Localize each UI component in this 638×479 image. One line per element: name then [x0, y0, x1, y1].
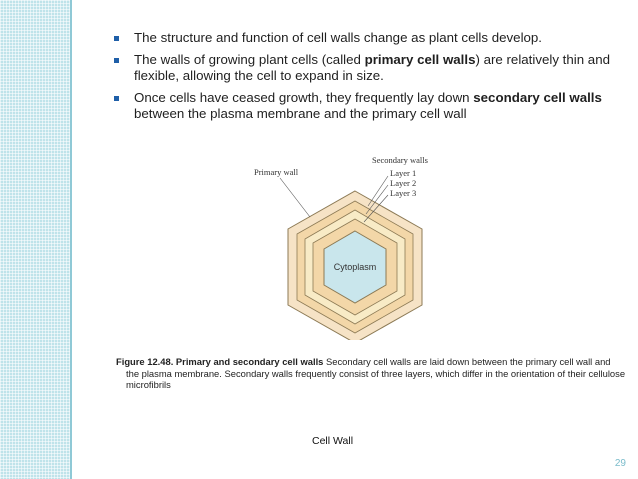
bullet-text-end: ) are relatively thin and flexible, allowing the cell to expand in size.: [134, 52, 610, 83]
primary-wall-label: Primary wall: [254, 167, 299, 177]
layer1-label: Layer 1: [390, 168, 417, 178]
bullet-bold-text: secondary cell walls: [473, 90, 602, 105]
cell-wall-diagram: [240, 155, 470, 340]
bullet-text: The walls of growing plant cells (called: [134, 52, 365, 67]
bullet-text: Once cells have ceased growth, they frequently lay down: [134, 90, 474, 105]
cell-wall-figure: [240, 155, 470, 340]
layer2-label: Layer 2: [390, 178, 417, 188]
layer3-label: Layer 3: [390, 188, 417, 198]
bullet-text: The structure and function of cell walls change as plant cells develop.: [134, 30, 543, 45]
side-divider: [70, 0, 72, 479]
bullet-text-end: between the plasma membrane and the primary cell wall: [134, 106, 467, 121]
bullet-bold-text: primary cell walls: [364, 52, 476, 67]
decorative-side-strip: [0, 0, 70, 479]
slide-number: 29: [614, 458, 626, 469]
caption-title: Figure 12.48. Primary and secondary cell walls: [116, 356, 324, 367]
footer-label: Cell Wall: [312, 435, 354, 447]
secondary-walls-label: Secondary walls: [372, 155, 428, 165]
primary-wall-leader: [280, 178, 310, 217]
figure-caption: [116, 356, 626, 391]
cytoplasm-label: Cytoplasm: [333, 262, 377, 272]
bullet-item: [114, 52, 619, 84]
caption-text: Secondary cell walls are laid down between the primary cell wall and the plasma membrane. Secondary walls frequently consist of three layers, which differ in the orientation of their cellulose microfibrils: [126, 356, 626, 390]
bullet-list: [114, 30, 619, 128]
bullet-item: [114, 30, 619, 46]
bullet-item: [114, 90, 619, 122]
layer1-leader: [368, 176, 388, 206]
